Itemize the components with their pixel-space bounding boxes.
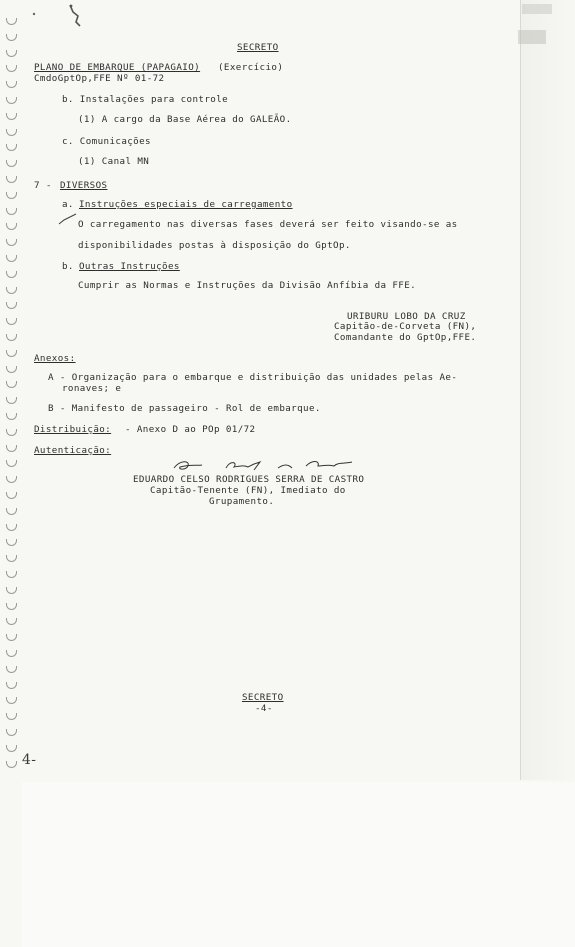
binding-ring: [6, 192, 17, 199]
binding-ring: [6, 413, 17, 420]
section-7-number: 7 -: [34, 180, 52, 191]
binding-ring: [6, 81, 17, 88]
reference-number: CmdoGptOp,FFE Nº 01-72: [34, 73, 165, 84]
binding-ring: [6, 255, 17, 262]
authentication-label: Autenticação:: [34, 445, 112, 456]
binding-ring: [6, 318, 17, 325]
anexo-a-line1: A - Organização para o embarque e distribuição das unidades pelas Ae-: [48, 372, 458, 383]
binding-ring: [6, 34, 17, 41]
binding-ring: [6, 618, 17, 625]
binding-ring: [6, 666, 17, 673]
binding-ring: [6, 208, 17, 215]
binding-ring: [6, 366, 17, 373]
anexos-label: Anexos:: [34, 353, 76, 364]
binding-ring: [6, 429, 17, 436]
binding-ring: [6, 271, 17, 278]
plan-title: PLANO DE EMBARQUE (PAPAGAIO): [34, 62, 201, 73]
binding-ring: [6, 650, 17, 657]
section-b2-title: Outras Instruções: [79, 261, 180, 272]
section-b2-letter: b.: [62, 261, 74, 272]
section-b-title: b. Instalações para controle: [62, 94, 229, 105]
binding-ring: [6, 97, 17, 104]
signatory2-unit: Grupamento.: [209, 496, 275, 507]
binding-holes: [2, 18, 22, 778]
section-b2-text: Cumprir as Normas e Instruções da Divisão Anfíbia da FFE.: [78, 280, 417, 291]
binding-ring: [6, 223, 17, 230]
section-a-text-line2: disponibilidades postas à disposição do GptOp.: [78, 240, 351, 251]
binding-ring: [6, 160, 17, 167]
signatory1-rank: Capitão-de-Corveta (FN),: [334, 321, 477, 332]
binding-ring: [6, 555, 17, 562]
binding-ring: [6, 50, 17, 57]
binding-ring: [6, 302, 17, 309]
binding-ring: [6, 713, 17, 720]
anexo-a-line2: ronaves; e: [62, 383, 122, 394]
binding-ring: [6, 492, 17, 499]
binding-ring: [6, 539, 17, 546]
binding-ring: [6, 697, 17, 704]
binding-ring: [6, 603, 17, 610]
binding-ring: [6, 682, 17, 689]
anexo-b-line: B - Manifesto de passageiro - Rol de embarque.: [48, 403, 321, 414]
blank-lower-area: [22, 782, 575, 947]
binding-ring: [6, 571, 17, 578]
signatory2-name: EDUARDO CELSO RODRIGUES SERRA DE CASTRO: [133, 474, 365, 485]
distribution-text: - Anexo D ao POp 01/72: [125, 424, 256, 435]
binding-ring: [6, 144, 17, 151]
distribution-label: Distribuição:: [34, 424, 112, 435]
binding-ring: [6, 729, 17, 736]
binding-ring: [6, 397, 17, 404]
binding-ring: [6, 113, 17, 120]
ink-smudge-mark: [60, 2, 90, 28]
edge-scan-mark: [522, 4, 552, 14]
section-a-letter: a.: [62, 199, 74, 210]
margin-page-note: 4-: [22, 752, 37, 768]
handwritten-signature: [168, 456, 358, 476]
section-7-title: DIVERSOS: [60, 180, 108, 191]
binding-ring: [6, 460, 17, 467]
check-mark: [58, 212, 78, 228]
binding-ring: [6, 18, 17, 25]
edge-scan-mark: [518, 30, 546, 44]
binding-ring: [6, 334, 17, 341]
binding-ring: [6, 239, 17, 246]
page-edge: [520, 0, 575, 780]
signatory2-rank: Capitão-Tenente (FN), Imediato do: [150, 485, 346, 496]
classification-header: SECRETO: [237, 42, 279, 53]
binding-ring: [6, 761, 17, 768]
binding-ring: [6, 65, 17, 72]
section-c-title: c. Comunicações: [62, 136, 151, 147]
binding-ring: [6, 287, 17, 294]
binding-ring: [6, 524, 17, 531]
binding-ring: [6, 587, 17, 594]
binding-ring: [6, 445, 17, 452]
binding-ring: [6, 381, 17, 388]
section-a-text-line1: O carregamento nas diversas fases deverá ser feito visando-se as: [78, 219, 458, 230]
binding-ring: [6, 634, 17, 641]
section-c1-text: (1) Canal MN: [78, 156, 150, 167]
signatory1-role: Comandante do GptOp,FFE.: [334, 332, 477, 343]
section-b1-text: (1) A cargo da Base Aérea do GALEÃO.: [78, 114, 292, 125]
binding-ring: [6, 350, 17, 357]
page-number: -4-: [255, 703, 273, 714]
binding-ring: [6, 476, 17, 483]
binding-ring: [6, 176, 17, 183]
binding-ring: [6, 745, 17, 752]
plan-subtitle: (Exercício): [218, 62, 284, 73]
classification-footer: SECRETO: [242, 692, 284, 703]
binding-ring: [6, 508, 17, 515]
signatory1-name: URIBURU LOBO DA CRUZ: [347, 311, 466, 322]
dot-mark: [30, 8, 42, 20]
section-a-title: Instruções especiais de carregamento: [79, 199, 293, 210]
binding-ring: [6, 129, 17, 136]
